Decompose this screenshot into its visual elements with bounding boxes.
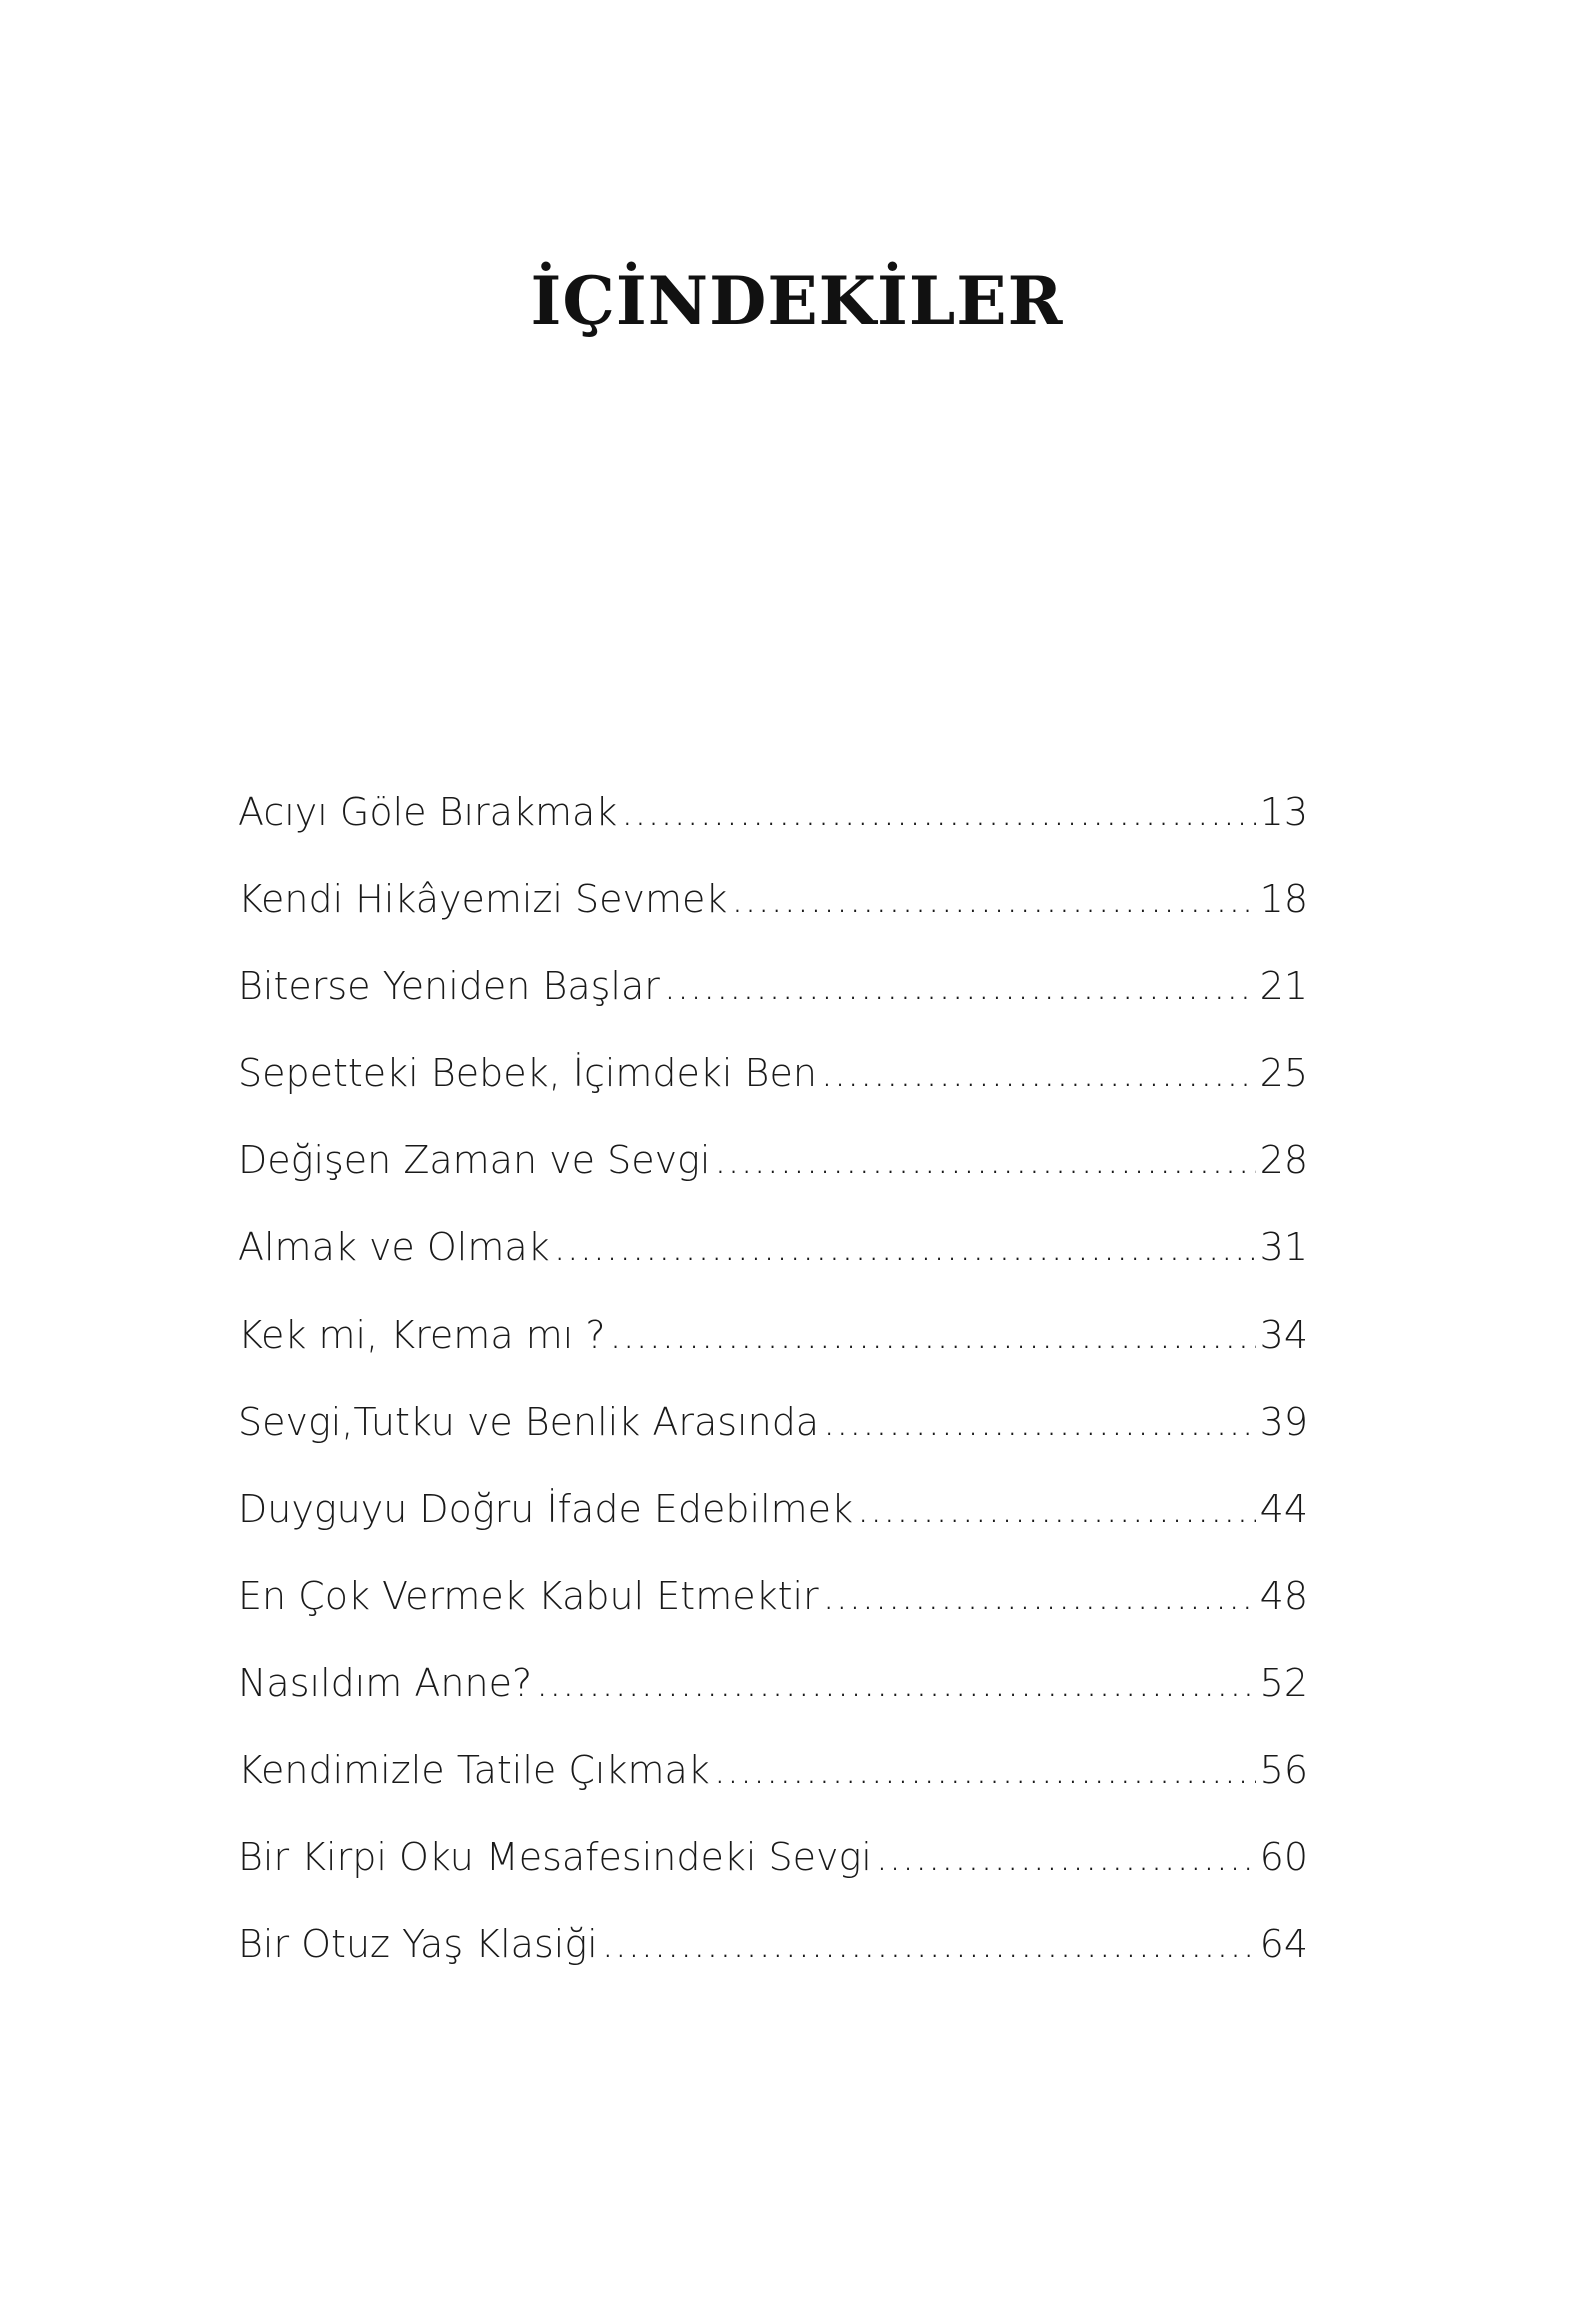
toc-entry-page: 64 [1259, 1922, 1308, 1967]
toc-entry[interactable] [238, 877, 1308, 964]
toc-entry-page: 25 [1259, 1051, 1308, 1096]
toc-entry[interactable] [238, 1225, 1308, 1312]
toc-entry-title: Sepetteki Bebek, İçimdeki Ben [238, 1051, 817, 1096]
toc-entry[interactable] [238, 1835, 1308, 1922]
toc-entry-title: Kendimizle Tatile Çıkmak [238, 1748, 710, 1793]
toc-entry-title: Duyguyu Doğru İfade Edebilmek [238, 1486, 854, 1531]
toc-entry-page: 28 [1259, 1138, 1308, 1183]
toc-dot-leader [714, 1748, 1256, 1792]
toc-entry[interactable] [238, 1138, 1308, 1225]
toc-dot-leader [714, 1138, 1255, 1182]
toc-entry-title: Kek mi, Krema mı ? [238, 1312, 606, 1357]
toc-entry-page: 56 [1259, 1748, 1308, 1793]
toc-entry-title: Bir Otuz Yaş Klasiği [238, 1922, 598, 1967]
toc-dot-leader [664, 964, 1256, 1008]
toc-entry-title: Almak ve Olmak [238, 1225, 550, 1270]
toc-entry-title: Değişen Zaman ve Sevgi [238, 1138, 711, 1183]
toc-entry[interactable] [238, 964, 1308, 1051]
toc-entry-title: En Çok Vermek Kabul Etmektir [238, 1573, 819, 1618]
toc-dot-leader [621, 790, 1255, 834]
toc-entry[interactable] [238, 1748, 1308, 1835]
page-title: İÇİNDEKİLER [530, 262, 1064, 340]
toc-entry-page: 21 [1259, 964, 1308, 1009]
toc-entry-page: 31 [1259, 1225, 1308, 1270]
toc-dot-leader [610, 1313, 1256, 1357]
toc-entry-page: 39 [1259, 1399, 1308, 1444]
toc-entry-title: Acıyı Göle Bırakmak [238, 790, 618, 834]
toc-entry-page: 18 [1259, 877, 1308, 922]
toc-dot-leader [602, 1922, 1256, 1966]
toc-dot-leader [823, 1574, 1256, 1618]
toc-entry[interactable] [238, 1313, 1308, 1400]
table-of-contents [238, 790, 1308, 2009]
toc-dot-leader [876, 1835, 1256, 1879]
toc-entry-page: 60 [1259, 1835, 1308, 1880]
toc-dot-leader [821, 1051, 1256, 1095]
toc-entry[interactable] [238, 1661, 1308, 1748]
toc-dot-leader [554, 1225, 1256, 1269]
toc-entry[interactable] [238, 1574, 1308, 1661]
toc-entry[interactable] [238, 790, 1308, 877]
toc-dot-leader [731, 877, 1255, 921]
toc-dot-leader [536, 1661, 1256, 1705]
toc-entry[interactable] [238, 1922, 1308, 2009]
toc-entry-page: 34 [1259, 1312, 1308, 1357]
toc-entry-page: 48 [1259, 1573, 1308, 1618]
toc-entry-page: 44 [1259, 1486, 1308, 1531]
toc-entry-title: Kendi Hikâyemizi Sevmek [238, 877, 728, 922]
toc-entry-title: Sevgi,Tutku ve Benlik Arasında [238, 1399, 820, 1444]
toc-entry-page: 13 [1259, 790, 1308, 834]
toc-entry-title: Biterse Yeniden Başlar [238, 964, 660, 1009]
toc-entry-title: Nasıldım Anne? [238, 1660, 533, 1705]
toc-entry-page: 52 [1259, 1660, 1308, 1705]
toc-entry[interactable] [238, 1051, 1308, 1138]
toc-dot-leader [823, 1400, 1256, 1444]
toc-dot-leader [857, 1487, 1256, 1531]
toc-entry[interactable] [238, 1400, 1308, 1487]
toc-entry-title: Bir Kirpi Oku Mesafesindeki Sevgi [238, 1835, 872, 1880]
toc-entry[interactable] [238, 1487, 1308, 1574]
